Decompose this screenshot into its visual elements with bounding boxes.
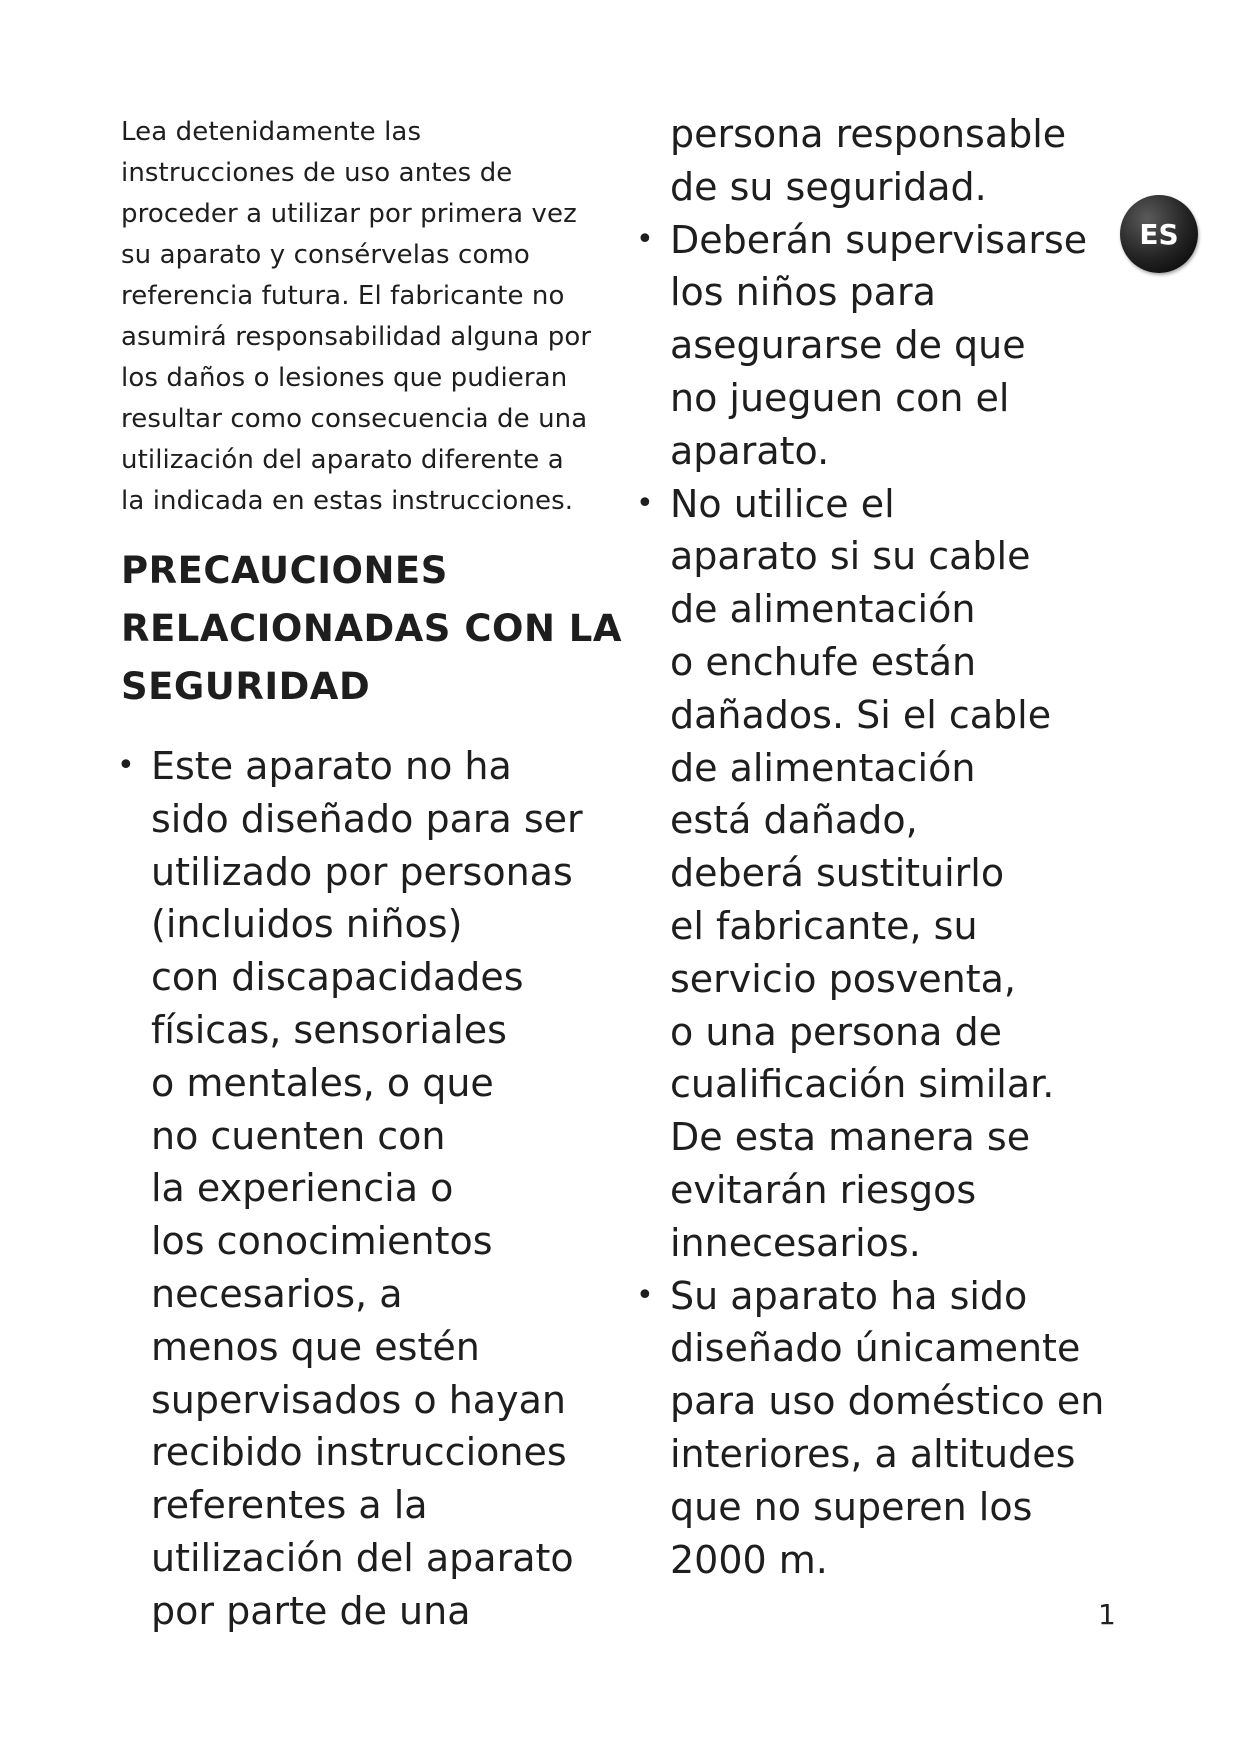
bullet-line: por parte de una	[151, 1588, 471, 1633]
bullet-line: diseñado únicamente	[670, 1326, 1081, 1371]
bullet-text: Su aparato ha sido	[670, 1273, 1028, 1318]
bullet-line: o una persona de	[670, 1009, 1002, 1054]
heading-line: SEGURIDAD	[121, 665, 371, 708]
bullet-line: físicas, sensoriales	[151, 1007, 507, 1052]
bullet-line: servicio posventa,	[670, 956, 1017, 1001]
bullet-line: los conocimientos	[151, 1219, 493, 1264]
bullet-line: utilizado por personas	[151, 849, 573, 894]
page-number: 1	[1098, 1598, 1116, 1631]
bullet-line: innecesarios.	[670, 1220, 921, 1265]
bullet-line: el fabricante, su	[670, 903, 978, 948]
intro-line: Lea detenidamente las	[121, 117, 422, 147]
section-heading	[121, 542, 621, 716]
bullet-line: no jueguen con el	[670, 375, 1010, 420]
bullet-line: referentes a la	[151, 1483, 428, 1528]
bullet-line: supervisados o hayan	[151, 1377, 566, 1422]
bullet-line: (incluidos niños)	[151, 902, 463, 947]
bullet-line	[636, 1270, 1160, 1323]
intro-line: la indicada en estas instrucciones.	[121, 486, 574, 516]
bullet-line: los niños para	[670, 270, 936, 315]
bullet-line	[636, 214, 1160, 267]
bullet-text: Este aparato no ha	[151, 744, 512, 788]
bullet-line: 2000 m.	[670, 1537, 828, 1582]
intro-line: utilización del aparato diferente a	[121, 445, 564, 475]
heading-line: RELACIONADAS CON LA	[121, 607, 622, 650]
bullet-icon: •	[636, 485, 654, 521]
bullet-line: deberá sustituirlo	[670, 851, 1005, 896]
bullet-line: o enchufe están	[670, 639, 977, 684]
bullet-line: para uso doméstico en	[670, 1379, 1105, 1424]
bullet-item-cable	[636, 478, 1160, 1270]
bullet-line: que no superen los	[670, 1484, 1033, 1529]
bullet-line: de alimentación	[670, 745, 976, 790]
bullet-line: persona responsable	[670, 112, 1067, 156]
right-column	[636, 108, 1160, 1586]
intro-line: resultar como consecuencia de una	[121, 404, 588, 434]
bullet-line: evitarán riesgos	[670, 1167, 977, 1212]
bullet-icon: •	[636, 221, 654, 257]
bullet-line: utilización del aparato	[151, 1535, 574, 1580]
bullet-item-disabilities-continued	[640, 108, 1160, 214]
bullet-line: interiores, a altitudes	[670, 1431, 1076, 1476]
bullet-line: está dañado,	[670, 798, 918, 843]
bullet-line: la experiencia o	[151, 1166, 454, 1211]
bullet-line: sido diseñado para ser	[151, 796, 583, 841]
bullet-line: con discapacidades	[151, 955, 524, 1000]
bullet-line: o mentales, o que	[151, 1060, 494, 1105]
bullet-line: De esta manera se	[670, 1115, 1031, 1160]
bullet-line: de su seguridad.	[670, 164, 987, 209]
heading-line: PRECAUCIONES	[121, 549, 448, 592]
bullet-line	[636, 478, 1160, 531]
intro-line: los daños o lesiones que pudieran	[121, 363, 568, 393]
bullet-line: aparato.	[670, 428, 830, 473]
bullet-line	[117, 740, 621, 793]
intro-line: referencia futura. El fabricante no	[121, 281, 565, 311]
bullet-item-domestic-use	[636, 1270, 1160, 1587]
language-badge-label: ES	[1139, 217, 1179, 251]
bullet-text: No utilice el	[670, 481, 895, 526]
intro-line: asumirá responsabilidad alguna por	[121, 322, 592, 352]
bullet-line: cualificación similar.	[670, 1062, 1055, 1107]
bullet-line: menos que estén	[151, 1324, 480, 1369]
bullet-line: dañados. Si el cable	[670, 692, 1052, 737]
bullet-item-disabilities	[117, 740, 621, 1638]
intro-line: su aparato y consérvelas como	[121, 240, 530, 270]
bullet-line: aparato si su cable	[670, 534, 1031, 579]
bullet-icon: •	[117, 748, 135, 783]
intro-line: instrucciones de uso antes de	[121, 158, 513, 188]
bullet-line: de alimentación	[670, 587, 976, 632]
bullet-line: recibido instrucciones	[151, 1430, 567, 1475]
intro-paragraph	[121, 112, 621, 522]
intro-line: proceder a utilizar por primera vez	[121, 199, 577, 229]
bullet-line: necesarios, a	[151, 1271, 403, 1316]
left-column	[117, 112, 622, 1638]
bullet-text: Deberán supervisarse	[670, 217, 1088, 262]
bullet-line: no cuenten con	[151, 1113, 446, 1158]
bullet-icon: •	[636, 1277, 654, 1313]
bullet-line: asegurarse de que	[670, 323, 1026, 368]
bullet-item-children	[636, 214, 1160, 478]
